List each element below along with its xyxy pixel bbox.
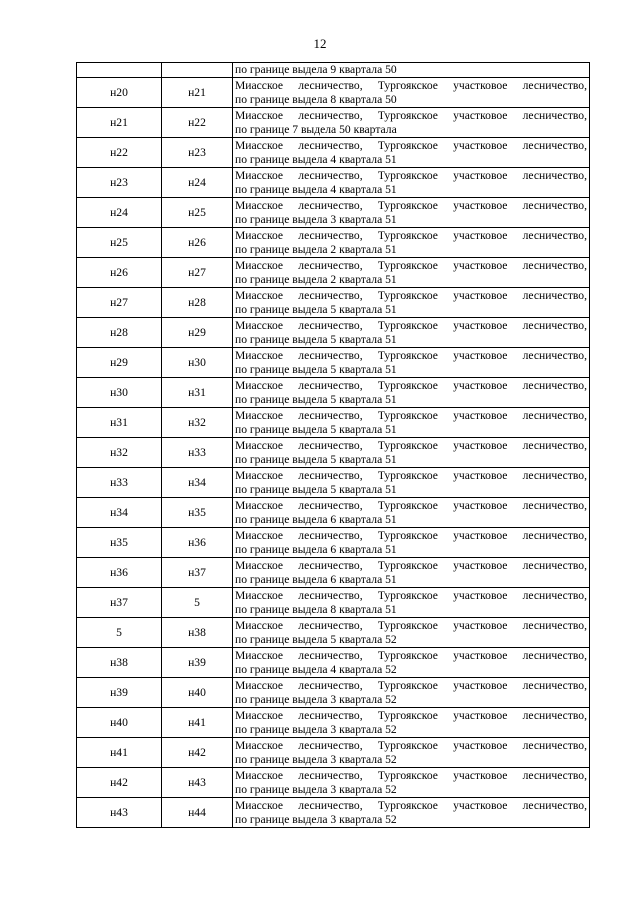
from-point-cell: н37 bbox=[77, 588, 162, 618]
description-line-1: Миасское лесничество, Тургоякское участковое лесничество, bbox=[235, 288, 587, 302]
table-row bbox=[77, 738, 590, 768]
description-cell bbox=[233, 558, 590, 588]
description-line-1: Миасское лесничество, Тургоякское участковое лесничество, bbox=[235, 738, 587, 752]
to-point-cell: н33 bbox=[162, 438, 233, 468]
description-line-1: Миасское лесничество, Тургоякское участковое лесничество, bbox=[235, 228, 587, 242]
to-point-cell: н29 bbox=[162, 318, 233, 348]
description-line-1: Миасское лесничество, Тургоякское участковое лесничество, bbox=[235, 408, 587, 422]
description-cell bbox=[233, 468, 590, 498]
description-line-2: по границе выдела 4 квартала 51 bbox=[235, 182, 397, 196]
from-point-cell: 5 bbox=[77, 618, 162, 648]
from-point-cell: н30 bbox=[77, 378, 162, 408]
to-point-cell: н36 bbox=[162, 528, 233, 558]
description-line-1: Миасское лесничество, Тургоякское участковое лесничество, bbox=[235, 378, 587, 392]
from-point-cell: н43 bbox=[77, 798, 162, 828]
description-cell bbox=[233, 588, 590, 618]
description-line-2: по границе выдела 5 квартала 51 bbox=[235, 452, 397, 466]
table-row bbox=[77, 708, 590, 738]
from-point-cell: н40 bbox=[77, 708, 162, 738]
description-line-2: по границе выдела 5 квартала 51 bbox=[235, 482, 397, 496]
description-line-1: Миасское лесничество, Тургоякское участковое лесничество, bbox=[235, 438, 587, 452]
to-point-cell: н43 bbox=[162, 768, 233, 798]
description-line-1: Миасское лесничество, Тургоякское участковое лесничество, bbox=[235, 468, 587, 482]
to-point-cell: н28 bbox=[162, 288, 233, 318]
description-line-1: Миасское лесничество, Тургоякское участковое лесничество, bbox=[235, 708, 587, 722]
from-point-cell: н33 bbox=[77, 468, 162, 498]
table-row-continuation bbox=[77, 63, 590, 78]
from-point-cell: н28 bbox=[77, 318, 162, 348]
description-line-2: по границе выдела 6 квартала 51 bbox=[235, 512, 397, 526]
from-point-cell: н25 bbox=[77, 228, 162, 258]
description-line-1: Миасское лесничество, Тургоякское участковое лесничество, bbox=[235, 198, 587, 212]
description-cell bbox=[233, 108, 590, 138]
description-line-2: по границе выдела 3 квартала 52 bbox=[235, 722, 397, 736]
description-line-1: Миасское лесничество, Тургоякское участковое лесничество, bbox=[235, 258, 587, 272]
table-row bbox=[77, 108, 590, 138]
from-point-cell: н34 bbox=[77, 498, 162, 528]
description-cell bbox=[233, 528, 590, 558]
description-cell bbox=[233, 318, 590, 348]
table-row bbox=[77, 228, 590, 258]
description-line-2: по границе выдела 5 квартала 51 bbox=[235, 362, 397, 376]
description-cell bbox=[233, 228, 590, 258]
description-line-1: Миасское лесничество, Тургоякское участковое лесничество, bbox=[235, 498, 587, 512]
description-line-1: Миасское лесничество, Тургоякское участковое лесничество, bbox=[235, 318, 587, 332]
from-point-cell: н32 bbox=[77, 438, 162, 468]
description-line-1: Миасское лесничество, Тургоякское участковое лесничество, bbox=[235, 678, 587, 692]
description-cell bbox=[233, 378, 590, 408]
description-line-1: Миасское лесничество, Тургоякское участковое лесничество, bbox=[235, 798, 587, 812]
description-line-2: по границе выдела 5 квартала 51 bbox=[235, 422, 397, 436]
to-point-cell bbox=[162, 63, 233, 78]
description-line-2: по границе выдела 2 квартала 51 bbox=[235, 242, 397, 256]
description-cell bbox=[233, 348, 590, 378]
table-row bbox=[77, 798, 590, 828]
description-line-2: по границе выдела 5 квартала 52 bbox=[235, 632, 397, 646]
to-point-cell: н42 bbox=[162, 738, 233, 768]
table-row bbox=[77, 498, 590, 528]
to-point-cell: н41 bbox=[162, 708, 233, 738]
description-cell bbox=[233, 168, 590, 198]
description-cell bbox=[233, 78, 590, 108]
description-line-2: по границе выдела 5 квартала 51 bbox=[235, 302, 397, 316]
to-point-cell: 5 bbox=[162, 588, 233, 618]
description-line-1: Миасское лесничество, Тургоякское участковое лесничество, bbox=[235, 108, 587, 122]
to-point-cell: н37 bbox=[162, 558, 233, 588]
description-line-1: Миасское лесничество, Тургоякское участковое лесничество, bbox=[235, 648, 587, 662]
to-point-cell: н30 bbox=[162, 348, 233, 378]
from-point-cell: н27 bbox=[77, 288, 162, 318]
from-point-cell: н26 bbox=[77, 258, 162, 288]
from-point-cell: н24 bbox=[77, 198, 162, 228]
page-number: 12 bbox=[313, 36, 327, 51]
from-point-cell: н39 bbox=[77, 678, 162, 708]
description-line-2: по границе выдела 4 квартала 51 bbox=[235, 152, 397, 166]
description-cell bbox=[233, 648, 590, 678]
table-row bbox=[77, 198, 590, 228]
to-point-cell: н32 bbox=[162, 408, 233, 438]
table-row bbox=[77, 648, 590, 678]
boundary-table bbox=[76, 62, 590, 828]
from-point-cell: н42 bbox=[77, 768, 162, 798]
to-point-cell: н21 bbox=[162, 78, 233, 108]
to-point-cell: н23 bbox=[162, 138, 233, 168]
to-point-cell: н34 bbox=[162, 468, 233, 498]
description-cell bbox=[233, 288, 590, 318]
table-row bbox=[77, 618, 590, 648]
description-cell bbox=[233, 618, 590, 648]
description-cell bbox=[233, 408, 590, 438]
description-line-1: Миасское лесничество, Тургоякское участковое лесничество, bbox=[235, 618, 587, 632]
from-point-cell: н36 bbox=[77, 558, 162, 588]
from-point-cell: н35 bbox=[77, 528, 162, 558]
description-line-2: по границе выдела 3 квартала 51 bbox=[235, 212, 397, 226]
to-point-cell: н31 bbox=[162, 378, 233, 408]
description-line-1: Миасское лесничество, Тургоякское участковое лесничество, bbox=[235, 588, 587, 602]
description-line-1: Миасское лесничество, Тургоякское участковое лесничество, bbox=[235, 78, 587, 92]
table-row bbox=[77, 318, 590, 348]
table-row bbox=[77, 678, 590, 708]
description-cell bbox=[233, 198, 590, 228]
description-cell: по границе выдела 9 квартала 50 bbox=[233, 63, 590, 78]
description-cell bbox=[233, 138, 590, 168]
to-point-cell: н27 bbox=[162, 258, 233, 288]
description-cell bbox=[233, 498, 590, 528]
from-point-cell: н38 bbox=[77, 648, 162, 678]
from-point-cell bbox=[77, 63, 162, 78]
description-cell bbox=[233, 768, 590, 798]
to-point-cell: н22 bbox=[162, 108, 233, 138]
table-row bbox=[77, 258, 590, 288]
table-row bbox=[77, 528, 590, 558]
table-row bbox=[77, 438, 590, 468]
table-row bbox=[77, 138, 590, 168]
description-line-1: Миасское лесничество, Тургоякское участковое лесничество, bbox=[235, 138, 587, 152]
table-row bbox=[77, 588, 590, 618]
description-line-1: Миасское лесничество, Тургоякское участковое лесничество, bbox=[235, 348, 587, 362]
description-cell bbox=[233, 708, 590, 738]
description-cell bbox=[233, 438, 590, 468]
table-row bbox=[77, 168, 590, 198]
to-point-cell: н40 bbox=[162, 678, 233, 708]
to-point-cell: н38 bbox=[162, 618, 233, 648]
from-point-cell: н29 bbox=[77, 348, 162, 378]
description-line-2: по границе выдела 8 квартала 51 bbox=[235, 602, 397, 616]
table-row bbox=[77, 378, 590, 408]
description-line-2: по границе 7 выдела 50 квартала bbox=[235, 122, 397, 136]
to-point-cell: н24 bbox=[162, 168, 233, 198]
description-line-2: по границе выдела 4 квартала 52 bbox=[235, 662, 397, 676]
table-row bbox=[77, 768, 590, 798]
to-point-cell: н39 bbox=[162, 648, 233, 678]
description-cell bbox=[233, 678, 590, 708]
description-line-1: Миасское лесничество, Тургоякское участковое лесничество, bbox=[235, 768, 587, 782]
description-line-2: по границе выдела 3 квартала 52 bbox=[235, 812, 397, 826]
to-point-cell: н44 bbox=[162, 798, 233, 828]
from-point-cell: н21 bbox=[77, 108, 162, 138]
description-cell bbox=[233, 738, 590, 768]
table-row bbox=[77, 558, 590, 588]
table-row bbox=[77, 348, 590, 378]
description-cell bbox=[233, 258, 590, 288]
description-line-2: по границе выдела 6 квартала 51 bbox=[235, 572, 397, 586]
description-line-2: по границе выдела 6 квартала 51 bbox=[235, 542, 397, 556]
table-row bbox=[77, 468, 590, 498]
description-line-2: по границе выдела 8 квартала 50 bbox=[235, 92, 397, 106]
table-row bbox=[77, 408, 590, 438]
from-point-cell: н41 bbox=[77, 738, 162, 768]
from-point-cell: н20 bbox=[77, 78, 162, 108]
description-line-2: по границе выдела 3 квартала 52 bbox=[235, 782, 397, 796]
from-point-cell: н22 bbox=[77, 138, 162, 168]
description-line-1: Миасское лесничество, Тургоякское участковое лесничество, bbox=[235, 528, 587, 542]
table-row bbox=[77, 288, 590, 318]
to-point-cell: н25 bbox=[162, 198, 233, 228]
from-point-cell: н31 bbox=[77, 408, 162, 438]
description-line-1: Миасское лесничество, Тургоякское участковое лесничество, bbox=[235, 168, 587, 182]
description-line-2: по границе выдела 3 квартала 52 bbox=[235, 692, 397, 706]
description-line-2: по границе выдела 3 квартала 52 bbox=[235, 752, 397, 766]
description-line-2: по границе выдела 5 квартала 51 bbox=[235, 392, 397, 406]
from-point-cell: н23 bbox=[77, 168, 162, 198]
table-row bbox=[77, 78, 590, 108]
boundary-table-body bbox=[77, 63, 590, 828]
to-point-cell: н35 bbox=[162, 498, 233, 528]
description-line-1: Миасское лесничество, Тургоякское участковое лесничество, bbox=[235, 558, 587, 572]
to-point-cell: н26 bbox=[162, 228, 233, 258]
description-line-2: по границе выдела 2 квартала 51 bbox=[235, 272, 397, 286]
description-line-2: по границе выдела 5 квартала 51 bbox=[235, 332, 397, 346]
description-cell bbox=[233, 798, 590, 828]
